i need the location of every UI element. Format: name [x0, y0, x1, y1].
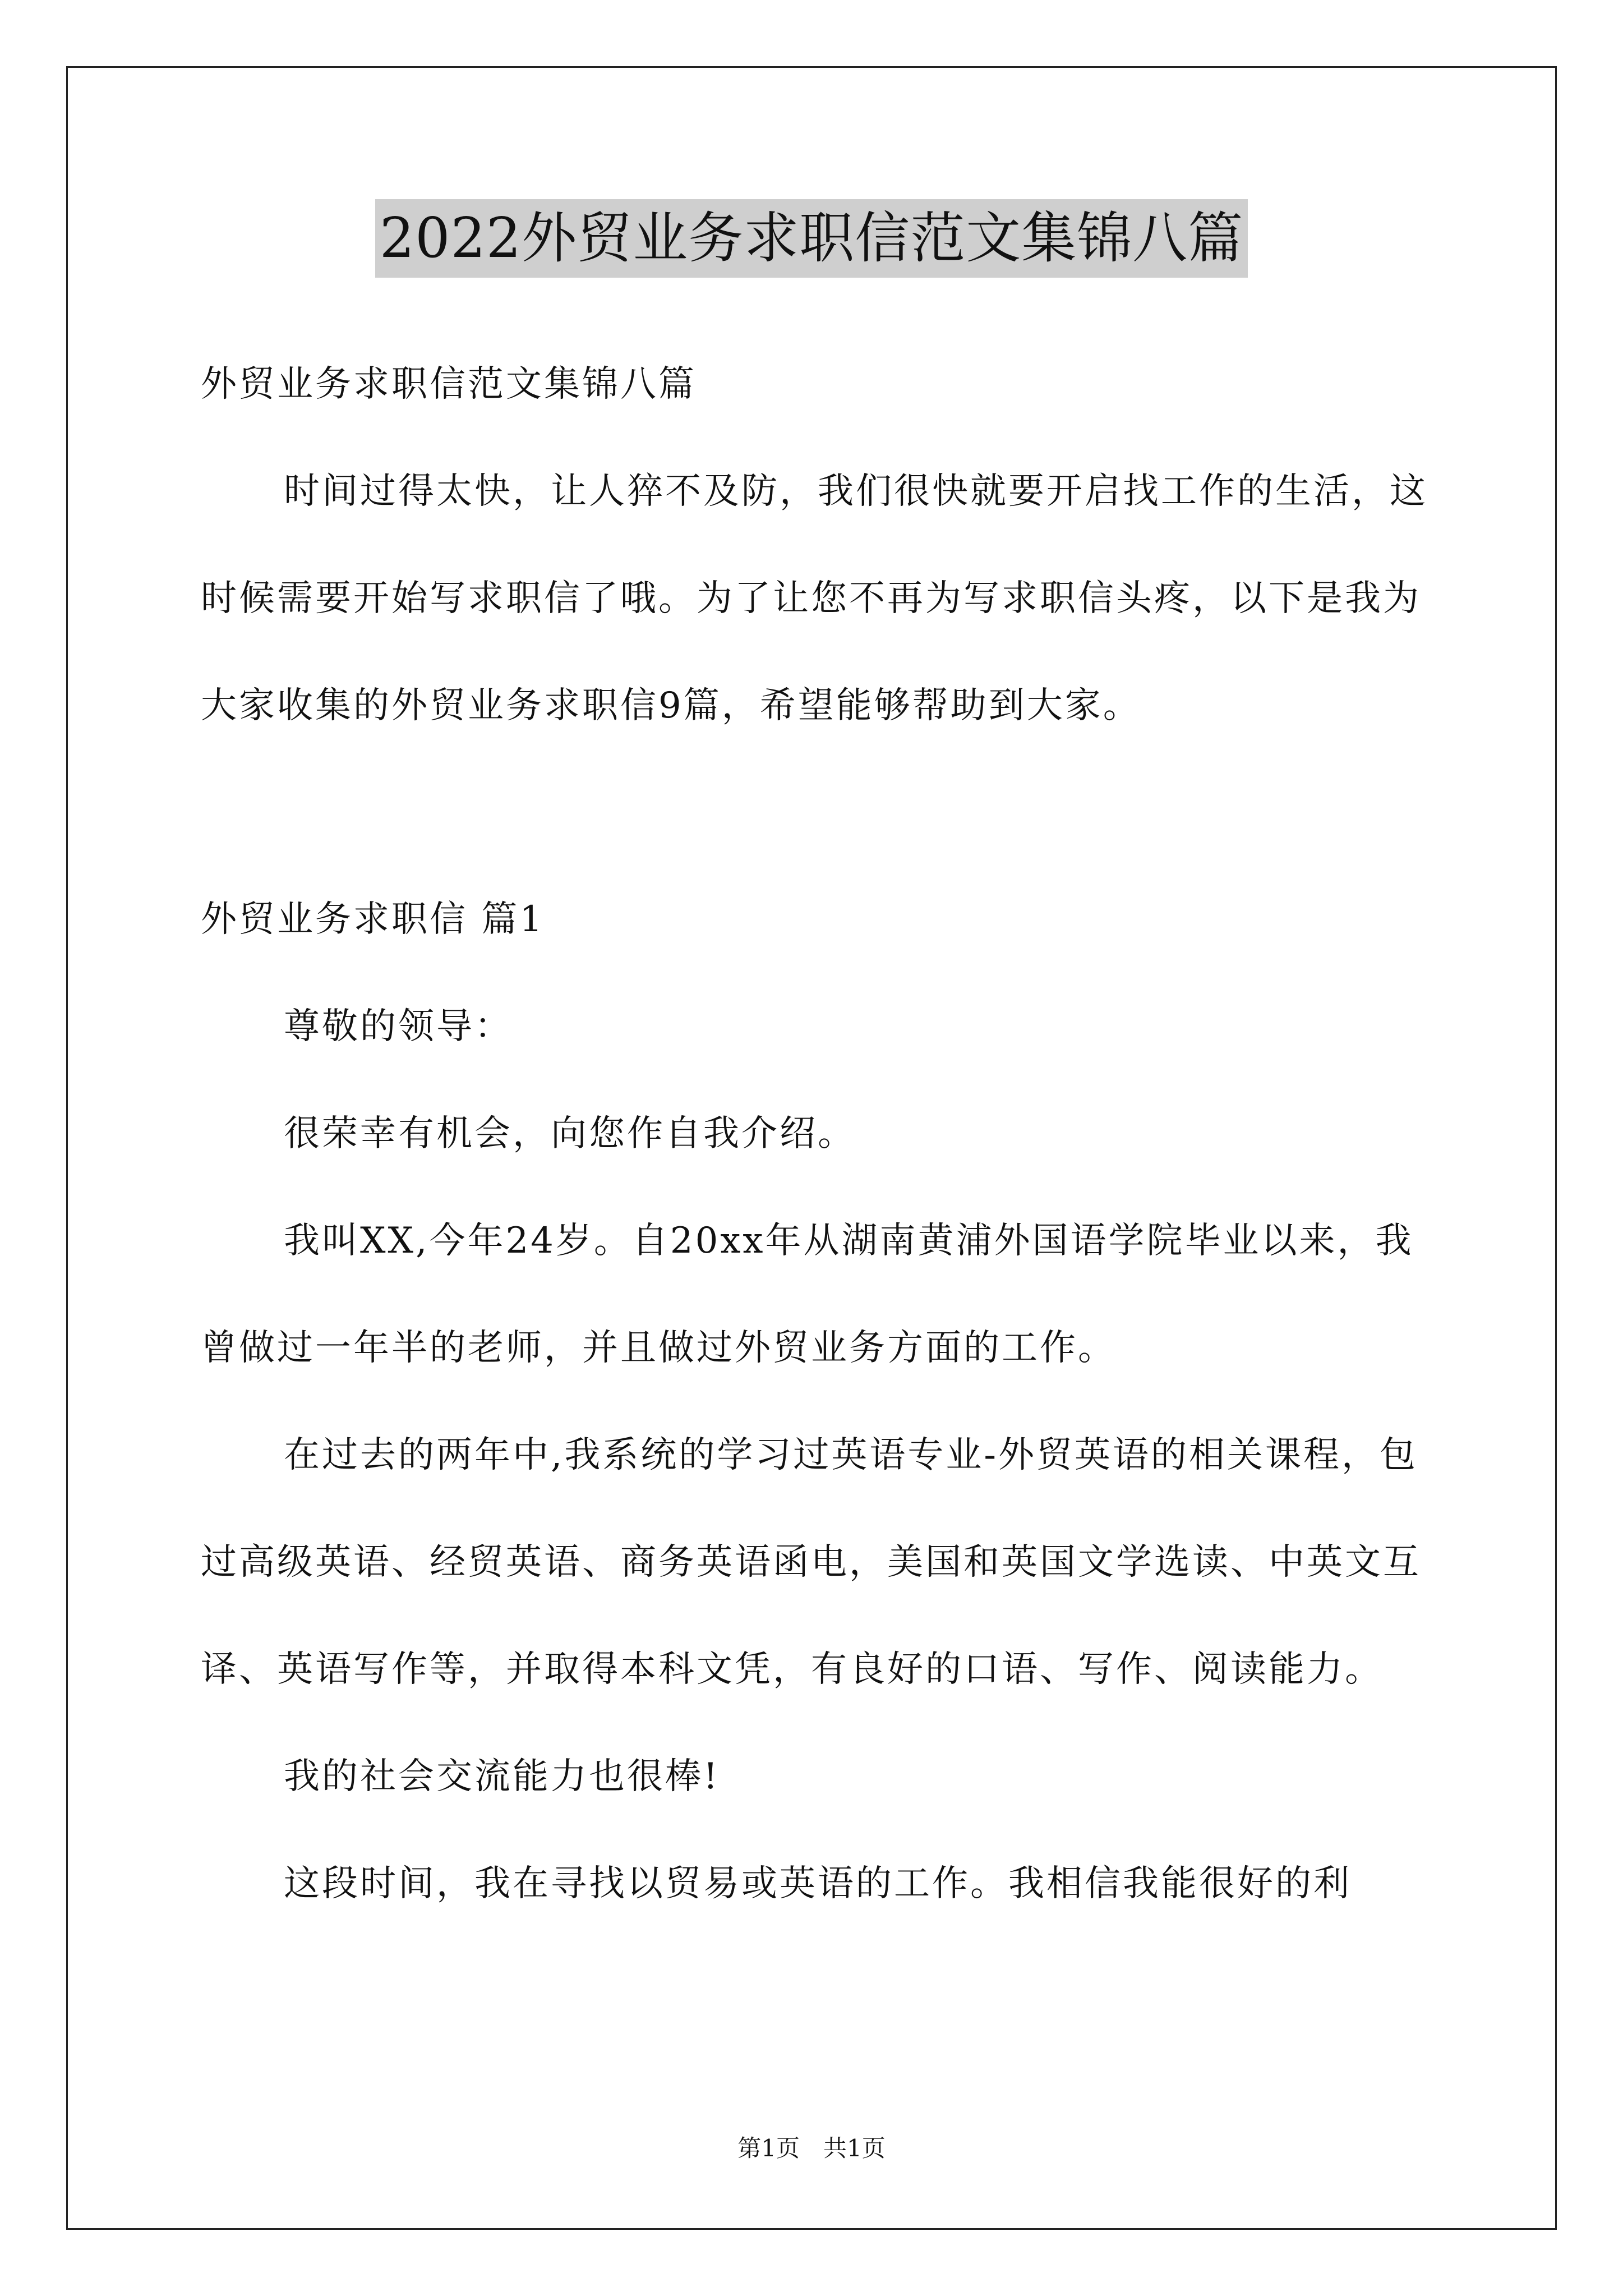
document-body	[201, 331, 1429, 1938]
paragraph-education: 在过去的两年中,我系统的学习过英语专业-外贸英语的相关课程，包过高级英语、经贸英语、商务英语函电，美国和英国文学选读、中英文互译、英语写作等，并取得本科文凭，有良好的口语、写作、阅读能力。	[201, 1434, 1421, 1690]
document-title: 2022外贸业务求职信范文集锦八篇	[375, 199, 1248, 278]
paragraph-job-search: 这段时间，我在寻找以贸易或英语的工作。我相信我能很好的利	[284, 1863, 1352, 1904]
section-heading: 外贸业务求职信 篇1	[201, 899, 545, 940]
paragraph-background: 我叫XX,今年24岁。自20xx年从湖南黄浦外国语学院毕业以来，我曾做过一年半的老师，并且做过外贸业务方面的工作。	[201, 1220, 1414, 1369]
paragraph-social-skills: 我的社会交流能力也很棒!	[284, 1756, 720, 1797]
title-container	[0, 199, 1623, 278]
paragraph-introduction: 很荣幸有机会，向您作自我介绍。	[284, 1113, 856, 1154]
paragraph-salutation: 尊敬的领导：	[284, 1006, 513, 1047]
page-footer	[0, 2132, 1623, 2165]
page-number: 第1页 共1页	[737, 2134, 886, 2162]
intro-paragraph: 时间过得太快，让人猝不及防，我们很快就要开启找工作的生活，这时候需要开始写求职信了哦。为了让您不再为写求职信头疼，以下是我为大家收集的外贸业务求职信9篇，希望能够帮助到大家。	[201, 471, 1428, 726]
section-gap	[201, 760, 1429, 866]
document-subtitle: 外贸业务求职信范文集锦八篇	[201, 364, 697, 405]
